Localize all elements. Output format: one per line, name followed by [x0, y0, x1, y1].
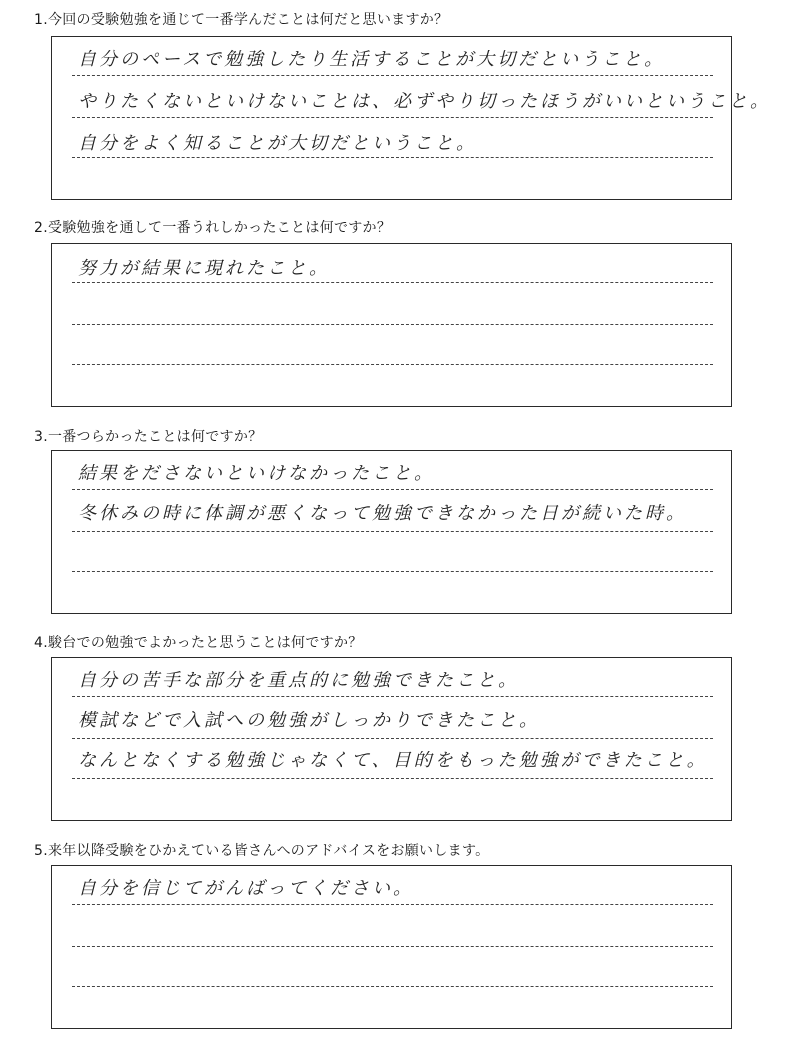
answer-box-5: [51, 865, 732, 1029]
answer-3-line-2: 冬休みの時に体調が悪くなって勉強できなかった日が続いた時。: [78, 503, 687, 524]
ruled-line: [72, 986, 713, 987]
answer-3-line-1: 結果をださないといけなかったこと。: [78, 463, 435, 484]
ruled-line: [72, 282, 713, 283]
question-5-title: 5.来年以降受験をひかえている皆さんへのアドバイスをお願いします。: [34, 843, 490, 859]
answer-4-line-2: 模試などで入試への勉強がしっかりできたこと。: [78, 710, 540, 731]
ruled-line: [72, 571, 713, 572]
answer-4-line-1: 自分の苦手な部分を重点的に勉強できたこと。: [78, 670, 519, 691]
answer-box-3: [51, 450, 732, 614]
question-4-title: 4.駿台での勉強でよかったと思うことは何ですか？: [34, 635, 363, 651]
answer-4-line-3: なんとなくする勉強じゃなくて、目的をもった勉強ができたこと。: [78, 750, 708, 771]
ruled-line: [72, 738, 713, 739]
answer-2-line-1: 努力が結果に現れたこと。: [78, 258, 330, 279]
ruled-line: [72, 157, 713, 158]
ruled-line: [72, 778, 713, 779]
answer-1-line-2: やりたくないといけないことは、必ずやり切ったほうがいいということ。: [78, 91, 771, 112]
ruled-line: [72, 364, 713, 365]
ruled-line: [72, 696, 713, 697]
answer-5-line-1: 自分を信じてがんばってください。: [78, 878, 414, 899]
ruled-line: [72, 904, 713, 905]
ruled-line: [72, 531, 713, 532]
question-2-title: 2.受験勉強を通して一番うれしかったことは何ですか？: [34, 220, 392, 236]
answer-box-2: [51, 243, 732, 407]
ruled-line: [72, 324, 713, 325]
question-3-title: 3.一番つらかったことは何ですか？: [34, 429, 263, 445]
answer-box-1: [51, 36, 771, 200]
question-1-title: 1.今回の受験勉強を通じて一番学んだことは何だと思いますか？: [34, 12, 449, 28]
ruled-line: [72, 946, 713, 947]
answer-box-4: [51, 657, 732, 821]
answer-1-line-1: 自分のペースで勉強したり生活することが大切だということ。: [78, 49, 666, 70]
ruled-line: [72, 117, 713, 118]
ruled-line: [72, 75, 713, 76]
ruled-line: [72, 489, 713, 490]
answer-1-line-3: 自分をよく知ることが大切だということ。: [78, 133, 477, 154]
